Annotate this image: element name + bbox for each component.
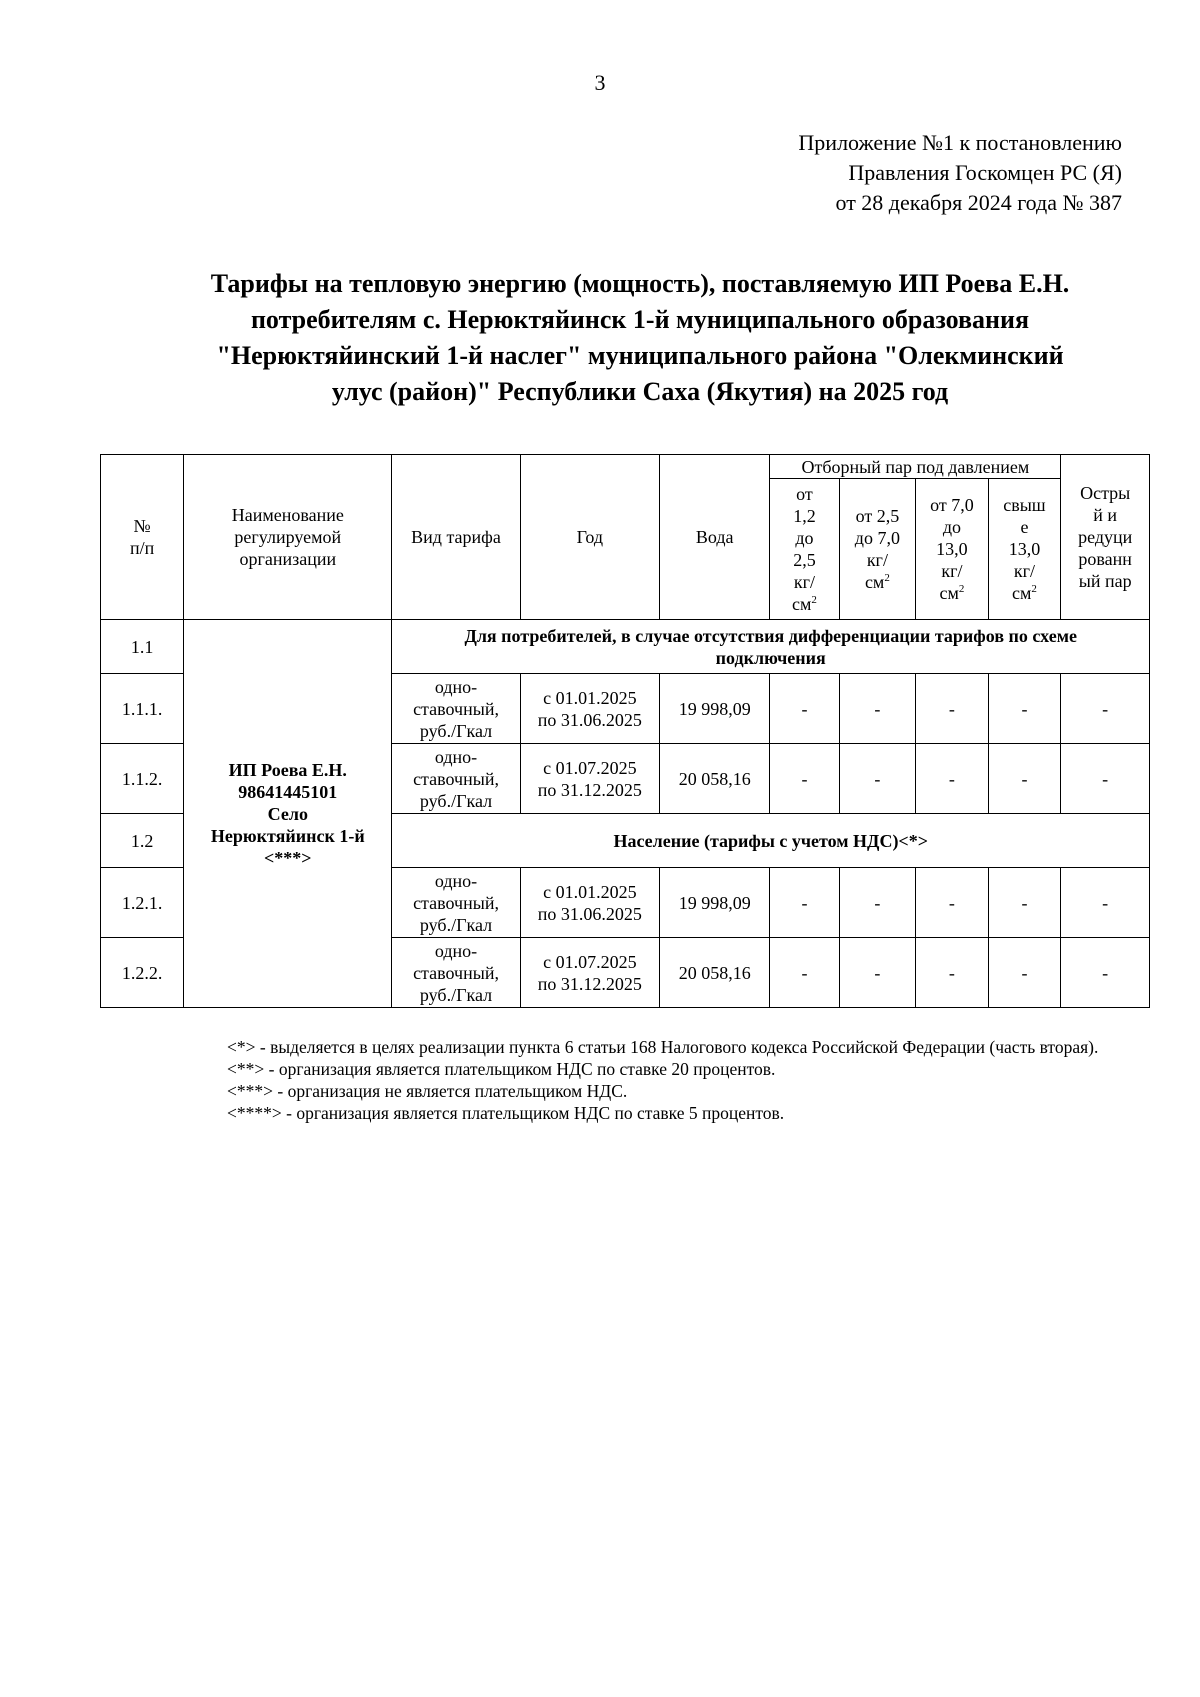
header-tariff-type: Вид тарифа: [392, 455, 520, 620]
tariff-period: [520, 674, 659, 744]
steam-2-value: -: [839, 868, 916, 938]
header-line: е: [1020, 517, 1029, 537]
title-line: улус (район)" Республики Саха (Якутия) на 2025 год: [331, 377, 949, 406]
header-line: [918, 582, 985, 604]
appendix-reference: [798, 128, 1122, 218]
steam-2-value: -: [839, 744, 916, 814]
header-line: кг/: [793, 572, 816, 592]
steam-1-value: -: [770, 938, 839, 1008]
header-steam-group: Отборный пар под давлением: [770, 455, 1061, 479]
cell-line: по 31.06.2025: [537, 903, 642, 924]
tariff-period: [520, 938, 659, 1008]
tariff-type: [392, 744, 520, 814]
header-year: Год: [520, 455, 659, 620]
water-value: 19 998,09: [660, 868, 770, 938]
steam-4-value: -: [988, 744, 1061, 814]
superscript: 2: [1031, 583, 1037, 595]
org-line: Нерюктяйинск 1-й: [210, 825, 365, 846]
tariff-type: [392, 674, 520, 744]
header-line: 13,0: [1008, 539, 1041, 559]
header-num: [101, 455, 184, 620]
header-steam-4: [988, 479, 1061, 620]
water-value: 20 058,16: [660, 938, 770, 1008]
header-line: й и: [1093, 505, 1118, 525]
header-org: [184, 455, 392, 620]
section-num: 1.1: [101, 620, 184, 674]
sharp-steam-value: -: [1061, 938, 1150, 1008]
tariff-type: [392, 938, 520, 1008]
appendix-line: от 28 декабря 2024 года № 387: [835, 190, 1122, 215]
section-title-line: подключения: [715, 647, 826, 668]
header-num-line: п/п: [129, 538, 155, 558]
cell-line: одно-: [434, 746, 478, 767]
header-line: до 7,0: [854, 528, 900, 548]
org-line: ИП Роева Е.Н.: [228, 759, 347, 780]
cell-line: по 31.12.2025: [537, 779, 642, 800]
org-line: <***>: [264, 847, 312, 868]
unit: см: [939, 583, 959, 603]
steam-2-value: -: [839, 938, 916, 1008]
cell-line: ставочный,: [413, 892, 499, 913]
superscript: 2: [811, 594, 817, 606]
cell-line: ставочный,: [413, 768, 499, 789]
header-line: 1,2: [793, 506, 816, 526]
water-value: 19 998,09: [660, 674, 770, 744]
footnote: <**> - организация является плательщиком НДС по ставке 20 процентов.: [227, 1059, 776, 1079]
header-line: кг/: [866, 550, 888, 570]
header-line: от: [796, 484, 813, 504]
cell-line: одно-: [434, 940, 478, 961]
header-line: ый пар: [1078, 571, 1132, 591]
footnote: <***> - организация не является плательщиком НДС.: [227, 1081, 628, 1101]
steam-3-value: -: [916, 674, 988, 744]
unit: см: [1011, 583, 1032, 603]
steam-1-value: -: [770, 674, 839, 744]
water-value: 20 058,16: [660, 744, 770, 814]
steam-3-value: -: [916, 938, 988, 1008]
header-line: Остры: [1080, 483, 1131, 503]
org-line: 98641445101: [238, 781, 338, 802]
header-line: рованн: [1078, 549, 1132, 569]
header-line: [991, 582, 1059, 604]
section-title: [392, 620, 1150, 674]
header-line: 2,5: [793, 550, 816, 570]
cell-line: с 01.01.2025: [543, 687, 637, 708]
steam-3-value: -: [916, 744, 988, 814]
header-line: редуци: [1078, 527, 1133, 547]
steam-4-value: -: [988, 868, 1061, 938]
header-line: до: [795, 528, 814, 548]
cell-line: ставочный,: [413, 962, 499, 983]
document-title: [150, 266, 1130, 410]
header-num-line: №: [133, 516, 151, 536]
section-num: 1.2: [101, 814, 184, 868]
sharp-steam-value: -: [1061, 744, 1150, 814]
cell-line: по 31.06.2025: [537, 709, 642, 730]
title-line: "Нерюктяйинский 1-й наслег" муниципального района "Олекминский: [216, 341, 1064, 370]
header-steam-2: [839, 479, 916, 620]
footnotes: [172, 1036, 1142, 1124]
unit: см: [864, 572, 885, 592]
cell-line: руб./Гкал: [419, 720, 493, 741]
title-line: Тарифы на тепловую энергию (мощность), поставляемую ИП Роева Е.Н.: [210, 269, 1070, 298]
steam-1-value: -: [770, 868, 839, 938]
header-line: [842, 571, 914, 593]
organization-cell: [184, 620, 392, 1008]
cell-line: одно-: [434, 870, 478, 891]
tariff-period: [520, 744, 659, 814]
tariff-type: [392, 868, 520, 938]
tariff-table: [100, 454, 1150, 1008]
steam-2-value: -: [839, 674, 916, 744]
cell-line: руб./Гкал: [419, 790, 493, 811]
unit: см: [792, 594, 812, 614]
superscript: 2: [958, 583, 965, 595]
row-num: 1.2.1.: [101, 868, 184, 938]
header-steam-1: [770, 479, 839, 620]
page-number: 3: [594, 70, 606, 95]
tariff-period: [520, 868, 659, 938]
section-title: [392, 814, 1150, 868]
sharp-steam-value: -: [1061, 674, 1150, 744]
header-line: кг/: [941, 561, 963, 581]
section-title-line: Для потребителей, в случае отсутствия дифференциации тарифов по схеме: [464, 625, 1077, 646]
header-water: Вода: [660, 455, 770, 620]
header-line: от 7,0: [930, 495, 974, 515]
sharp-steam-value: -: [1061, 868, 1150, 938]
section-row: [101, 620, 1150, 674]
header-org-line: Наименование: [231, 505, 344, 525]
header-steam-3: [916, 479, 988, 620]
appendix-line: Приложение №1 к постановлению: [798, 130, 1122, 155]
cell-line: ставочный,: [413, 698, 499, 719]
header-line: [772, 593, 836, 615]
footnote: <****> - организация является плательщиком НДС по ставке 5 процентов.: [227, 1103, 785, 1123]
cell-line: с 01.01.2025: [543, 881, 637, 902]
header-org-line: регулируемой: [234, 527, 342, 547]
cell-line: по 31.12.2025: [537, 973, 642, 994]
cell-line: с 01.07.2025: [543, 757, 637, 778]
row-num: 1.1.1.: [101, 674, 184, 744]
title-line: потребителям с. Нерюктяйинск 1-й муниципального образования: [250, 305, 1030, 334]
header-sharp-steam: [1061, 455, 1150, 620]
steam-1-value: -: [770, 744, 839, 814]
table-header-row: [101, 455, 1150, 479]
header-line: от 2,5: [855, 506, 900, 526]
steam-4-value: -: [988, 938, 1061, 1008]
section-title-line: Население (тарифы с учетом НДС)<*>: [613, 830, 928, 851]
header-line: кг/: [1013, 561, 1035, 581]
steam-4-value: -: [988, 674, 1061, 744]
row-num: 1.1.2.: [101, 744, 184, 814]
header-org-line: организации: [239, 549, 337, 569]
header-line: до: [942, 517, 961, 537]
header-line: свыш: [1003, 495, 1046, 515]
cell-line: с 01.07.2025: [543, 951, 637, 972]
cell-line: руб./Гкал: [419, 984, 493, 1005]
superscript: 2: [884, 572, 890, 584]
org-line: Село: [267, 803, 308, 824]
cell-line: одно-: [434, 676, 478, 697]
steam-3-value: -: [916, 868, 988, 938]
cell-line: руб./Гкал: [419, 914, 493, 935]
appendix-line: Правления Госкомцен РС (Я): [848, 160, 1122, 185]
row-num: 1.2.2.: [101, 938, 184, 1008]
footnote: <*> - выделяется в целях реализации пункта 6 статьи 168 Налогового кодекса Российской Федерации (часть вторая).: [227, 1037, 1099, 1057]
header-line: 13,0: [936, 539, 968, 559]
